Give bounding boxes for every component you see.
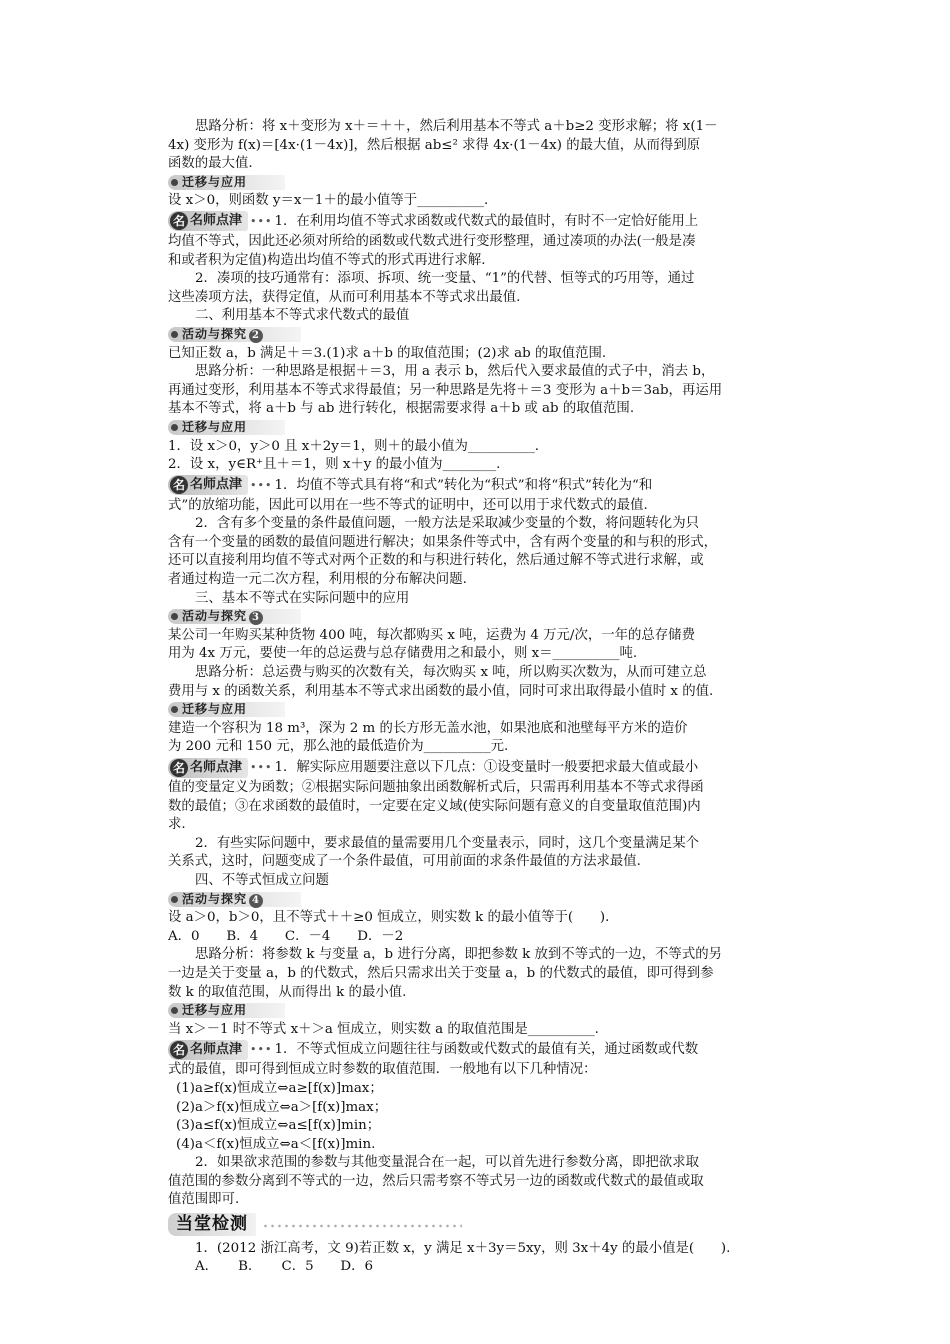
text-line: 思路分析：一种思路是根据＋＝3，用 a 表示 b，然后代入要求最值的式子中，消去 b， — [195, 364, 715, 380]
dots-decoration: ••• — [250, 761, 273, 774]
text-line: 一边是关于变量 a，b 的代数式，然后只需求出关于变量 a，b 的代数式的最值，即可得到参 — [168, 965, 714, 981]
text-line: 再通过变形，利用基本不等式求得最值；另一种思路是先将＋＝3 变形为 a＋b＝3ab，再运用 — [168, 382, 723, 398]
text-line: 4x) 变形为 f(x)＝[4x·(1－4x)]，然后根据 ab≤² 求得 4x·(1－4x) 的最大值，从而得到原 — [168, 137, 701, 153]
banner-text: 迁移与应用 — [182, 702, 248, 717]
text-line: 式的最值，即可得到恒成立时参数的取值范围．一般地有以下几种情况： — [168, 1062, 597, 1078]
text-line: 求. — [168, 817, 186, 833]
text-line: 式”的放缩功能，因此可以用在一些不等式的证明中，还可以用于求代数式的最值. — [168, 497, 648, 513]
text-line: (3)a≤f(x)恒成立⇔a≤[f(x)]min； — [176, 1118, 381, 1134]
text-line: 费用与 x 的函数关系，利用基本不等式求出函数的最小值，同时可求出取得最小值时 x 的值. — [168, 683, 714, 699]
note-first-line: 1．解实际应用题要注意以下几点：①设变量时一般要把求最大值或最小 — [274, 760, 699, 775]
section-banner — [168, 174, 818, 193]
note-badge-label: 名师点津 — [190, 477, 243, 493]
teacher-note — [168, 475, 818, 497]
text-line: 二、利用基本不等式求代数式的最值 — [195, 308, 410, 324]
teacher-note-badge — [168, 211, 248, 231]
text-line: 关系式，这时，问题变成了一个条件最值，可用前面的求条件最值的方法求最值. — [168, 854, 641, 870]
text-line: 建造一个容积为 18 m³，深为 2 m 的长方形无盖水池，如果池底和池壁每平方米的造价 — [168, 720, 688, 736]
text-line: 2．设 x，y∈R⁺且＋＝1，则 x＋y 的最小值为________. — [168, 457, 501, 473]
text-line: A． B． C．5 D．6 — [195, 1259, 374, 1275]
teacher-note-badge — [168, 475, 248, 495]
text-line: 数的最值；③在求函数的最值时，一定要在定义域(使实际问题有意义的自变量取值范围)内 — [168, 798, 701, 814]
section-title-row — [168, 1213, 818, 1236]
teacher-note — [168, 1039, 818, 1061]
document-page — [168, 118, 818, 1277]
teacher-note — [168, 211, 818, 233]
dots-decoration: ••• — [250, 1043, 273, 1057]
text-line: 四、不等式恒成立问题 — [195, 872, 329, 888]
text-line: 思路分析：将参数 k 与变量 a，b 进行分离，即把参数 k 放到不等式的一边，不等式的另 — [195, 947, 722, 963]
banner-text: 活动与探究 — [182, 326, 248, 341]
text-line: 2．有些实际问题中，要求最值的量需要用几个变量表示，同时，这几个变量满足某个 — [195, 835, 699, 851]
text-line: 还可以直接利用均值不等式对两个正数的和与积进行转化，然后通过解不等式进行求解，或 — [168, 553, 704, 569]
section-title: 当堂检测 — [168, 1213, 256, 1236]
text-line: 思路分析：总运费与购买的次数有关，每次购买 x 吨，所以购买次数为，从而可建立总 — [195, 665, 707, 681]
banner-label — [168, 420, 285, 435]
banner-text: 迁移与应用 — [182, 1003, 248, 1018]
text-line: (4)a＜f(x)恒成立⇔a＜[f(x)]min. — [176, 1136, 376, 1152]
dots-decoration: ••• — [250, 214, 273, 228]
text-line: 值范围的参数分离到不等式的一边，然后只需考察不等式另一边的函数或代数式的最值或取 — [168, 1173, 704, 1189]
text-line: 1．(2012 浙江高考，文 9)若正数 x，y 满足 x＋3y＝5xy，则 3x＋4y 的最小值是( ). — [195, 1240, 731, 1256]
text-line: 设 x＞0，则函数 y＝x－1＋的最小值等于__________. — [168, 193, 489, 209]
text-line: 当 x＞－1 时不等式 x＋＞a 恒成立，则实数 a 的取值范围是__________. — [168, 1021, 599, 1037]
note-badge-icon: 名 — [170, 476, 188, 494]
text-line: 设 a＞0，b＞0，且不等式＋＋≥0 恒成立，则实数 k 的最小值等于( ). — [168, 910, 610, 926]
dots-decoration: ••• — [250, 478, 273, 492]
banner-label — [168, 1003, 285, 1018]
text-line: 为 200 元和 150 元，那么池的最低造价为__________元. — [168, 739, 509, 755]
section-banner — [168, 326, 818, 345]
text-line: 用为 4x 万元，要使一年的总运费与总存储费用之和最小，则 x＝__________吨. — [168, 646, 638, 662]
note-badge-icon: 名 — [170, 212, 188, 230]
teacher-note — [168, 757, 818, 779]
teacher-note-badge — [168, 1040, 248, 1060]
text-line: 基本不等式，将 a＋b 与 ab 进行转化，根据需要求得 a＋b 或 ab 的取值范围. — [168, 401, 635, 417]
section-banner — [168, 891, 818, 910]
banner-text: 迁移与应用 — [182, 174, 248, 189]
banner-label — [168, 702, 285, 717]
note-badge-icon: 名 — [170, 1041, 188, 1059]
note-first-line: 1．均值不等式具有将“和式”转化为“积式”和将“积式”转化为“和 — [274, 477, 653, 493]
banner-label — [168, 175, 285, 190]
banner-text: 活动与探究 — [182, 609, 248, 624]
text-line: 和或者积为定值)构造出均值不等式的形式再进行求解. — [168, 252, 486, 268]
text-line: 含有一个变量的函数的最值问题进行解决；如果条件等式中，含有两个变量的和与积的形式， — [168, 534, 718, 550]
text-line: 思路分析：将 x＋变形为 x＋＝＋＋，然后利用基本不等式 a＋b≥2 变形求解；将 x(1－ — [195, 119, 718, 134]
text-line: A．0 B．4 C．－4 D．－2 — [168, 928, 404, 944]
text-line: 2．含有多个变量的条件最值问题，一般方法是采取减少变量的个数，将问题转化为只 — [195, 516, 699, 532]
text-line: 三、基本不等式在实际问题中的应用 — [195, 590, 410, 606]
text-line: 值范围即可. — [168, 1192, 240, 1208]
text-line: (1)a≥f(x)恒成立⇔a≥[f(x)]max； — [176, 1080, 383, 1096]
text-line: 某公司一年购买某种货物 400 吨，每次都购买 x 吨，运费为 4 万元/次，一年的总存储费 — [168, 627, 695, 643]
banner-number: 3 — [249, 611, 263, 625]
section-banner — [168, 419, 818, 438]
teacher-note-badge — [168, 758, 248, 778]
text-line: (2)a＞f(x)恒成立⇔a＞[f(x)]max； — [176, 1099, 388, 1115]
note-badge-label: 名师点津 — [190, 759, 243, 775]
banner-label — [168, 327, 301, 342]
text-line: 已知正数 a，b 满足＋＝3.(1)求 a＋b 的取值范围；(2)求 ab 的取值范围. — [168, 345, 607, 361]
banner-number: 2 — [249, 329, 263, 343]
banner-label — [168, 892, 301, 907]
note-badge-label: 名师点津 — [190, 213, 243, 229]
banner-label — [168, 609, 301, 624]
text-line: 2．如果欲求范围的参数与其他变量混合在一起，可以首先进行参数分离，即把欲求取 — [195, 1155, 699, 1171]
dots-decoration — [262, 1223, 462, 1229]
note-badge-label: 名师点津 — [190, 1041, 243, 1057]
text-line: 1．设 x＞0，y＞0 且 x＋2y＝1，则＋的最小值为__________. — [168, 438, 540, 454]
text-line: 者通过构造一元二次方程，利用根的分布解决问题. — [168, 572, 467, 588]
text-line: 函数的最大值. — [168, 156, 253, 172]
note-badge-icon: 名 — [170, 759, 188, 777]
banner-number: 4 — [249, 894, 263, 908]
text-line: 均值不等式，因此还必须对所给的函数或代数式进行变形整理，通过凑项的办法(一般是凑 — [168, 233, 696, 249]
text-line: 这些凑项方法，获得定值，从而可利用基本不等式求出最值. — [168, 289, 521, 305]
note-first-line: 1．在利用均值不等式求函数或代数式的最值时，有时不一定恰好能用上 — [274, 213, 699, 229]
banner-text: 迁移与应用 — [182, 419, 248, 434]
section-banner — [168, 701, 818, 720]
text-line: 2．凑项的技巧通常有：添项、拆项、统一变量、“1”的代替、恒等式的巧用等，通过 — [195, 271, 695, 287]
section-banner — [168, 608, 818, 627]
text-line: 值的变量定义为函数；②根据实际问题抽象出函数解析式后，只需再利用基本不等式求得函 — [168, 780, 704, 795]
text-line: 数 k 的取值范围，从而得出 k 的最小值. — [168, 984, 407, 1000]
banner-text: 活动与探究 — [182, 891, 248, 906]
note-first-line: 1．不等式恒成立问题往往与函数或代数式的最值有关，通过函数或代数 — [274, 1042, 699, 1058]
section-banner — [168, 1002, 818, 1021]
